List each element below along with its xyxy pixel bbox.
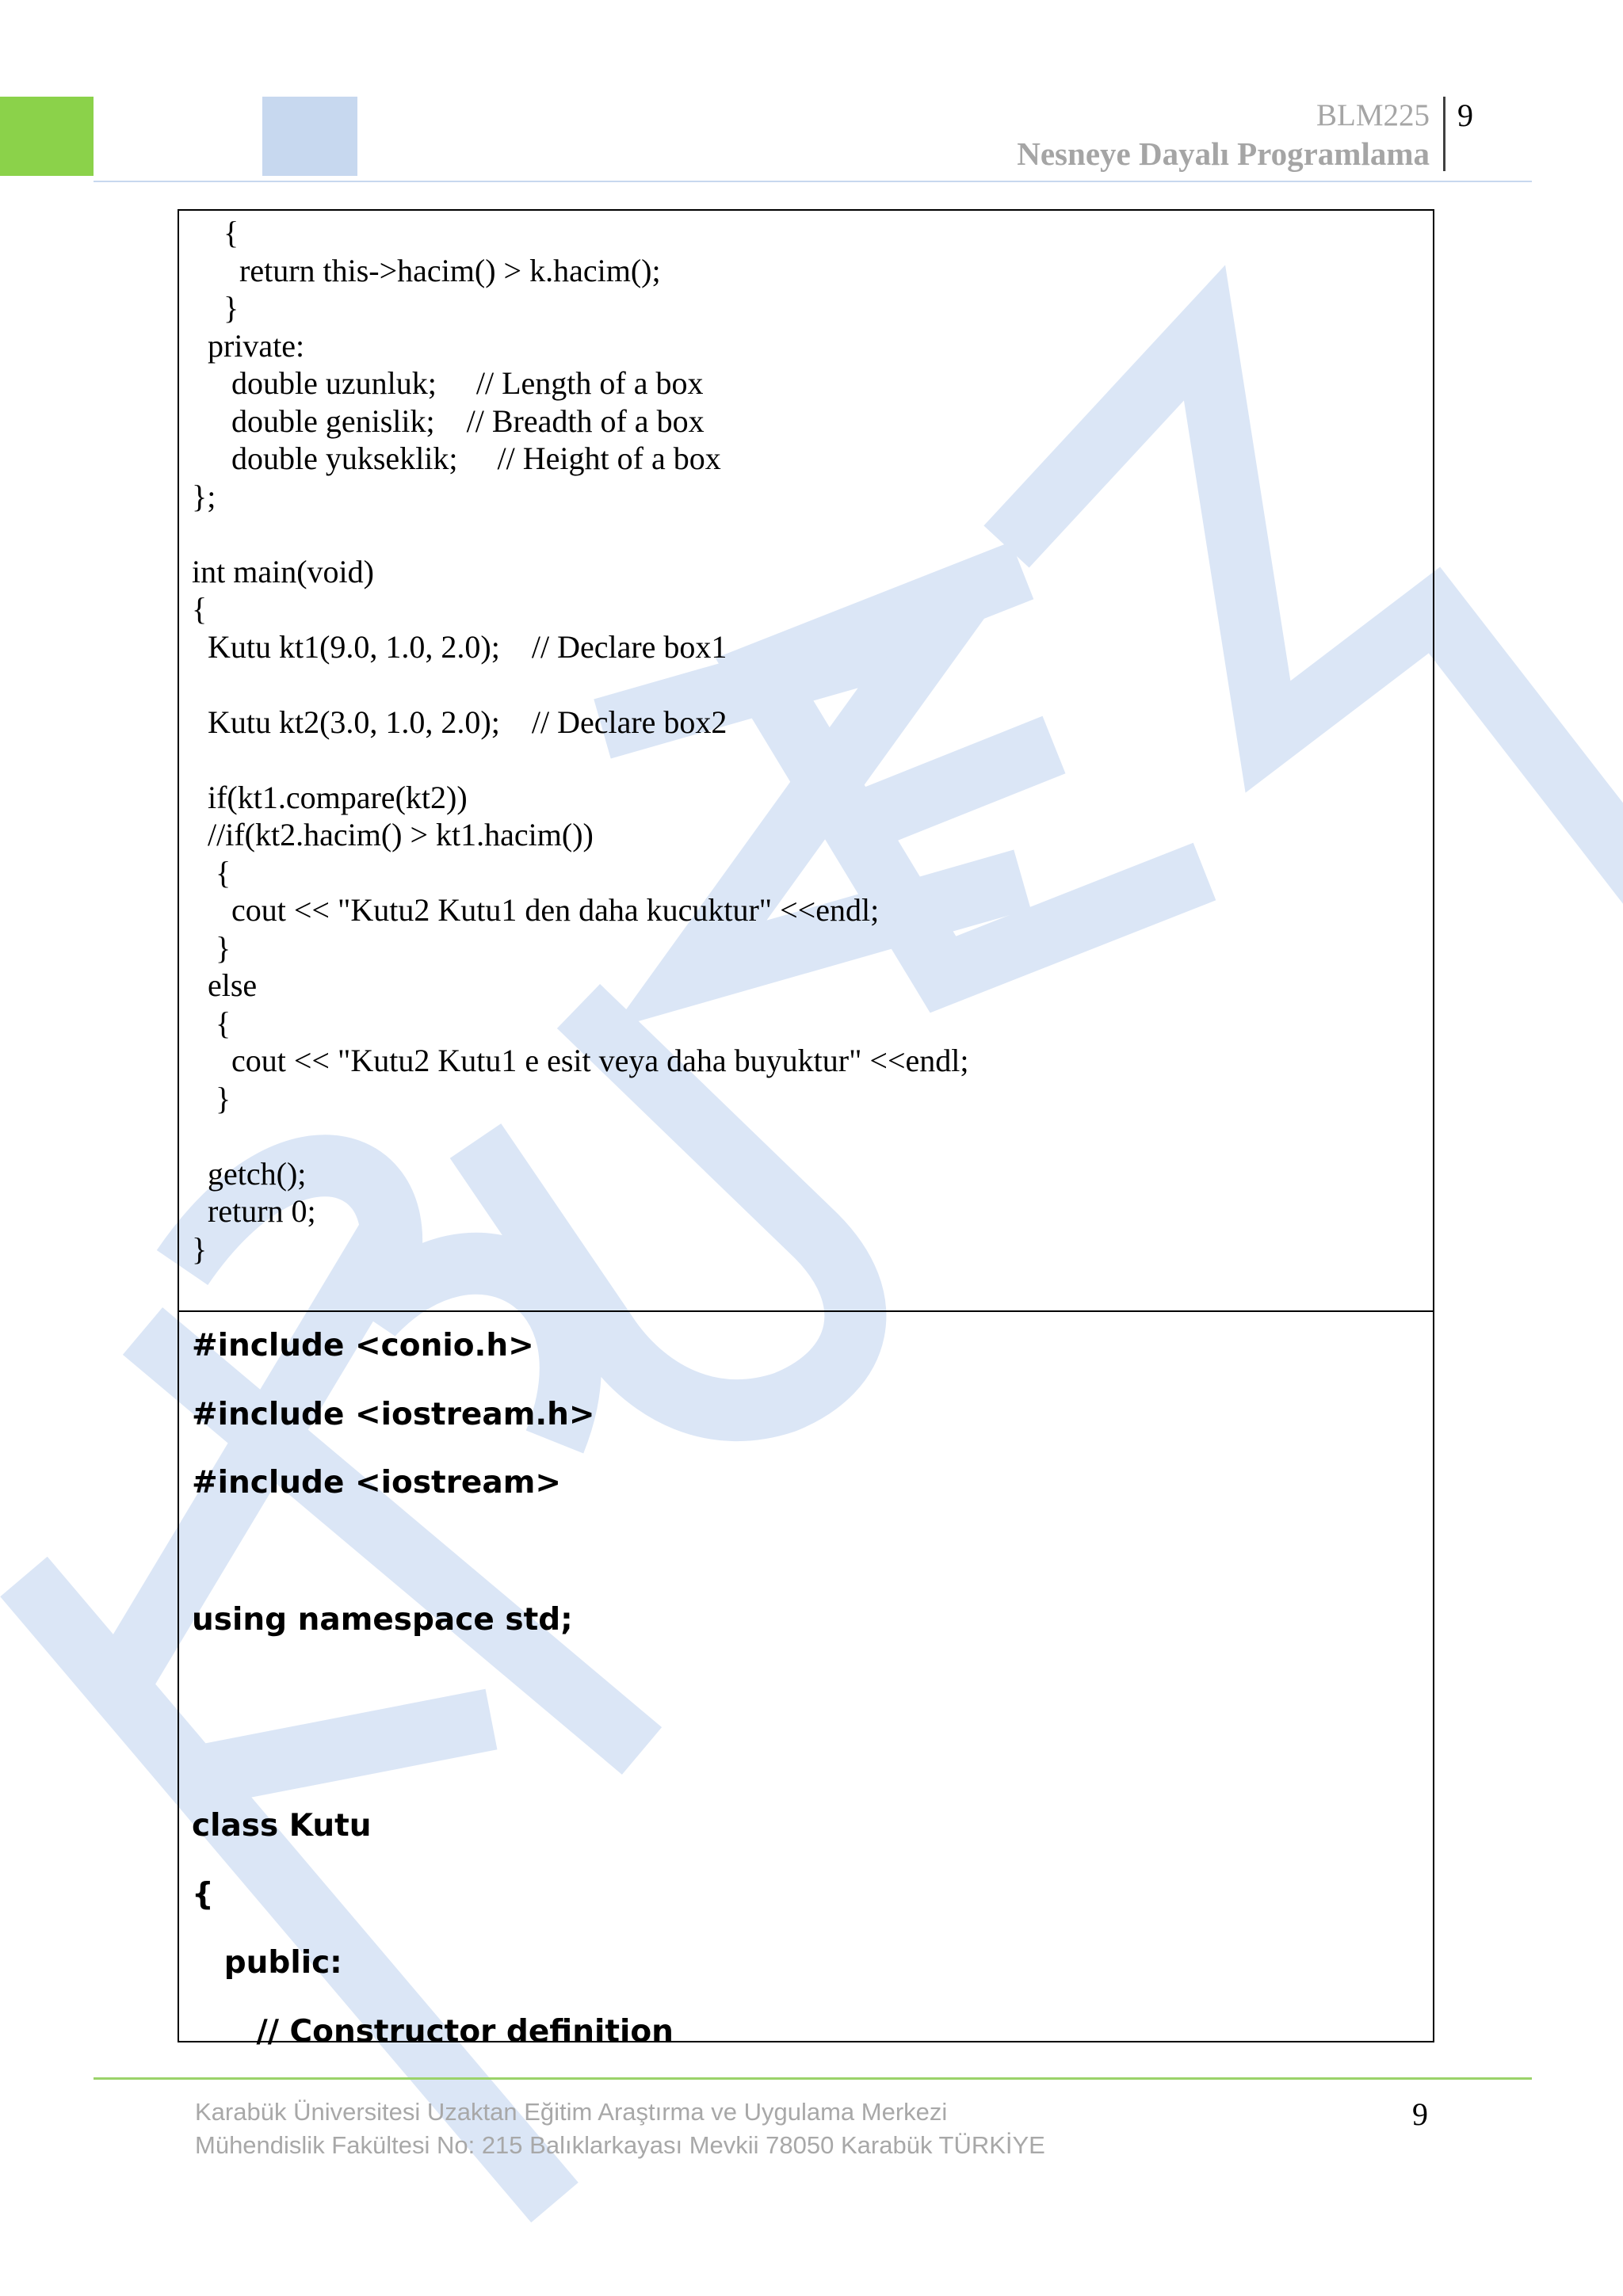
code-line: // Constructor definition (192, 2013, 674, 2050)
code-line: class Kutu (192, 1808, 372, 1844)
code-line: cout << "Kutu2 Kutu1 den daha kucuktur" <<endl; (192, 892, 880, 928)
code-line: #include <iostream.h> (192, 1396, 595, 1432)
footer-address (195, 2096, 1045, 2162)
lower-code-block (192, 1312, 674, 2067)
code-line (192, 666, 969, 704)
code-table-cell-lower (178, 1310, 1434, 2050)
code-line: Kutu kt2(3.0, 1.0, 2.0); // Declare box2 (192, 704, 727, 740)
code-line: return this->hacim() > k.hacim(); (192, 252, 661, 288)
code-line: using namespace std; (192, 1602, 573, 1638)
code-line: cout << "Kutu2 Kutu1 e esit veya daha buyuktur" <<endl; (192, 1043, 969, 1078)
upper-code-block (192, 211, 969, 1268)
course-title: Nesneye Dayalı Programlama (1017, 135, 1430, 172)
header-green-block (0, 97, 94, 176)
code-line: #include <conio.h> (192, 1328, 534, 1363)
code-line (192, 1655, 674, 1724)
code-line (192, 1117, 969, 1155)
code-line: } (192, 290, 239, 326)
code-line (192, 1724, 674, 1793)
footer-line-2: Mühendislik Fakültesi No: 215 Balıklarkayası Mevkii 78050 Karabük TÜRKİYE (195, 2131, 1045, 2159)
code-line: getch(); (192, 1155, 307, 1192)
code-line: else (192, 967, 258, 1003)
code-line: double yukseklik; // Height of a box (192, 441, 721, 476)
code-line: { (192, 1876, 214, 1913)
code-line: if(kt1.compare(kt2)) (192, 779, 468, 815)
footer-line-1: Karabük Üniversitesi Uzaktan Eğitim Araştırma ve Uygulama Merkezi (195, 2098, 948, 2126)
code-line: public: (192, 1945, 342, 1981)
code-line (192, 1518, 674, 1587)
code-line: return 0; (192, 1193, 316, 1229)
footer-rule (94, 2077, 1532, 2080)
code-line: } (192, 1080, 231, 1116)
code-line: { (192, 215, 239, 250)
code-line: #include <iostream> (192, 1465, 562, 1501)
header-divider (1443, 97, 1445, 171)
code-line: { (192, 854, 231, 891)
code-line (192, 741, 969, 779)
code-line: int main(void) (192, 553, 374, 589)
code-line: double uzunluk; // Length of a box (192, 365, 704, 401)
code-line: } (192, 929, 231, 966)
header-blue-block (262, 97, 357, 176)
code-line: } (192, 1230, 208, 1267)
code-line (192, 515, 969, 553)
code-line: { (192, 1005, 231, 1041)
code-line: { (192, 591, 208, 627)
code-line: //if(kt2.hacim() > kt1.hacim()) (192, 817, 594, 852)
code-line: }; (192, 478, 216, 514)
footer-page-number: 9 (1412, 2096, 1428, 2132)
header-rule (94, 181, 1532, 182)
code-table-cell-upper (178, 209, 1434, 1312)
code-line: double genislik; // Breadth of a box (192, 402, 705, 439)
header-course-info (796, 97, 1430, 173)
header-page-number: 9 (1457, 97, 1473, 133)
code-line: private: (192, 327, 305, 364)
course-code: BLM225 (1316, 98, 1430, 132)
code-line: Kutu kt1(9.0, 1.0, 2.0); // Declare box1 (192, 628, 727, 665)
